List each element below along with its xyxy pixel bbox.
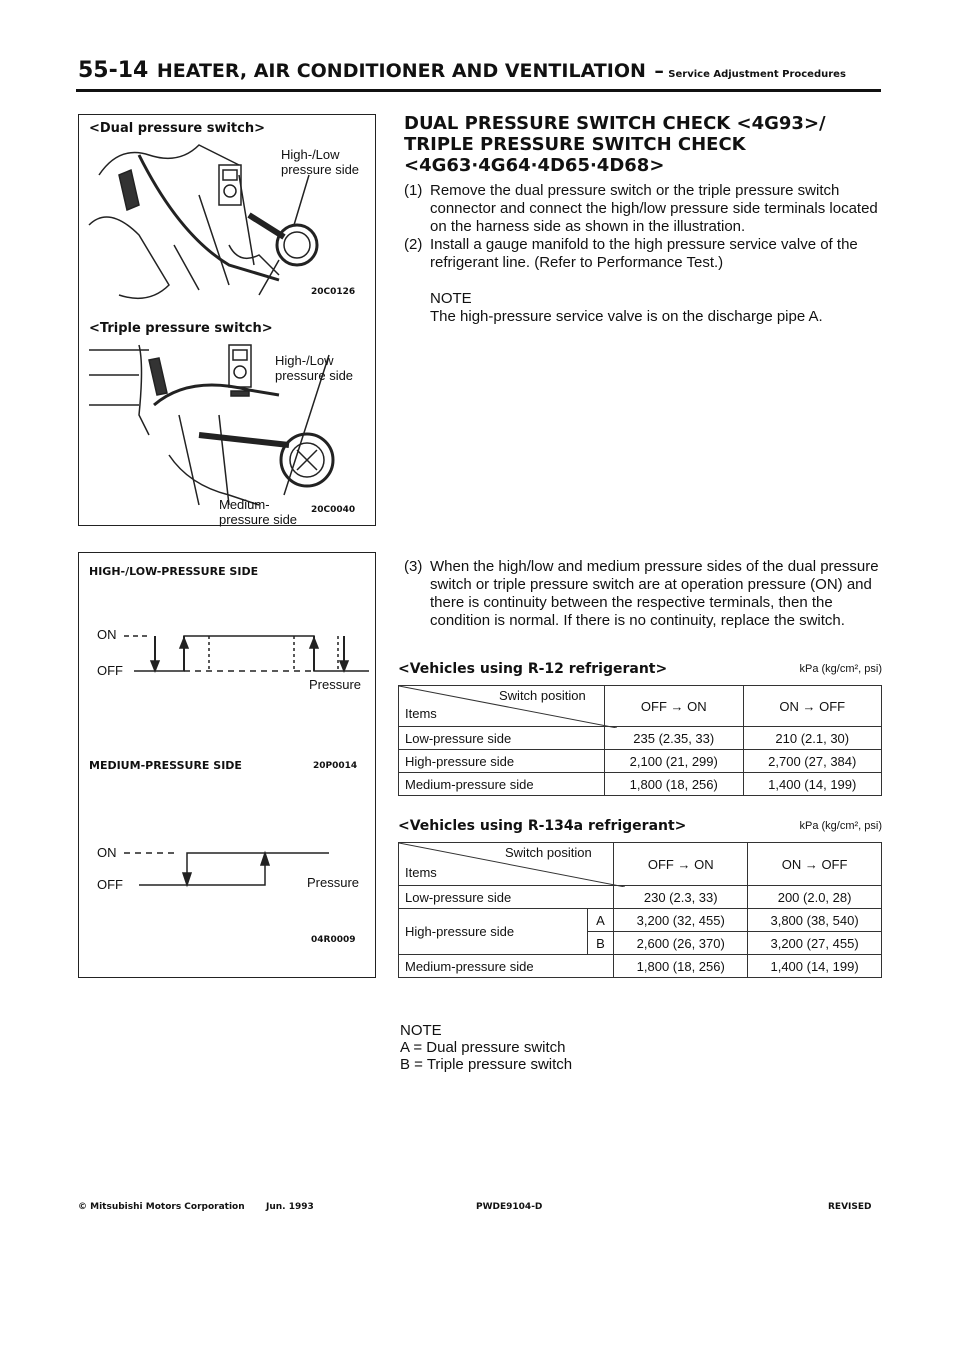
- footer-copyright: © Mitsubishi Motors Corporation: [78, 1202, 245, 1212]
- procedure-section: [404, 113, 884, 326]
- dual-callout: High-/Low pressure side: [281, 147, 360, 177]
- note-title: NOTE: [430, 290, 472, 307]
- r134a-medium-off-on: 1,800 (18, 256): [614, 955, 748, 978]
- timing-diagram-box: [78, 552, 376, 978]
- r134a-medium-on-off: 1,400 (14, 199): [748, 955, 882, 978]
- step-2: [404, 236, 884, 272]
- step-3-number: (3): [404, 558, 423, 575]
- r134a-high-a-on-off: 3,800 (38, 540): [748, 909, 882, 932]
- note-text: The high-pressure service valve is on the discharge pipe A.: [430, 308, 823, 325]
- r12-items: Items: [405, 706, 437, 721]
- r12-low-item: Low-pressure side: [399, 727, 605, 750]
- table-row: [399, 909, 882, 932]
- r134a-title: <Vehicles using R-134a refrigerant>: [398, 818, 687, 834]
- page-header: [78, 58, 878, 83]
- r134a-low-item: Low-pressure side: [399, 886, 614, 909]
- r12-table: [398, 685, 882, 796]
- high-on-label: ON: [97, 627, 117, 642]
- r134a-high-a-off-on: 3,200 (32, 455): [614, 909, 748, 932]
- r12-table-section: [398, 661, 882, 796]
- r12-title: <Vehicles using R-12 refrigerant>: [398, 661, 668, 677]
- r134a-table: [398, 842, 882, 978]
- r134a-header-corner: [399, 843, 614, 886]
- bottom-note-a: A = Dual pressure switch: [400, 1039, 566, 1056]
- step-3-text: When the high/low and medium pressure sides of the dual pressure switch or triple pressure switch are at operation pressure (ON) and there is continuity between the respective terminals, then the condition is normal. If there is no continuity, replace the switch.: [430, 558, 879, 629]
- r134a-table-section: [398, 818, 882, 978]
- diagram-figure-code: 04R0009: [311, 935, 356, 945]
- high-low-title: HIGH-/LOW-PRESSURE SIDE: [89, 565, 259, 578]
- r12-col-on-off: ON → OFF: [743, 686, 882, 727]
- step-1-text: Remove the dual pressure switch or the triple pressure switch connector and connect the high/low pressure side terminals located on the harness side as shown in the illustration.: [430, 182, 878, 235]
- step-3-list: [404, 558, 882, 630]
- r134a-switch-position: Switch position: [505, 845, 592, 860]
- medium-pressure-axis: Pressure: [307, 875, 360, 890]
- table-row: [399, 750, 882, 773]
- header-dash: –: [654, 60, 664, 82]
- step-1-number: (1): [404, 182, 423, 199]
- r12-high-off-on: 2,100 (21, 299): [605, 750, 744, 773]
- medium-on-label: ON: [97, 845, 117, 860]
- step-3-item: [404, 558, 882, 630]
- table-row: [399, 773, 882, 796]
- medium-off-label: OFF: [97, 877, 123, 892]
- footer-code: PWDE9104-D: [476, 1202, 543, 1212]
- r134a-high-a-tag: A: [587, 909, 614, 932]
- dual-figure-code: 20C0126: [311, 287, 356, 297]
- r12-col-off-on: OFF → ON: [605, 686, 744, 727]
- r134a-medium-item: Medium-pressure side: [399, 955, 614, 978]
- footer-date: Jun. 1993: [266, 1202, 314, 1212]
- switch-illustration: [78, 114, 376, 526]
- high-pressure-axis: Pressure: [309, 677, 362, 692]
- bottom-note-title: NOTE: [400, 1022, 442, 1039]
- r12-high-item: High-pressure side: [399, 750, 605, 773]
- steps-list: [404, 182, 884, 272]
- r134a-col-on-off: ON → OFF: [748, 843, 882, 886]
- page-number: 55-14: [78, 58, 149, 83]
- table-row: [399, 886, 882, 909]
- footer-revised: REVISED: [828, 1202, 872, 1212]
- bottom-note-b: B = Triple pressure switch: [400, 1056, 573, 1073]
- r134a-col-off-on: OFF → ON: [614, 843, 748, 886]
- table-row: [399, 955, 882, 978]
- step-3: [404, 558, 882, 630]
- r134a-high-item: High-pressure side: [399, 909, 588, 955]
- step-2-number: (2): [404, 236, 423, 253]
- r12-medium-off-on: 1,800 (18, 256): [605, 773, 744, 796]
- r134a-unit: kPa (kg/cm², psi): [799, 820, 882, 832]
- medium-figure-code: 20P0014: [313, 761, 358, 771]
- r12-low-off-on: 235 (2.35, 33): [605, 727, 744, 750]
- triple-callout: High-/Low pressure side: [275, 353, 354, 383]
- r12-medium-on-off: 1,400 (14, 199): [743, 773, 882, 796]
- heading-line-2: TRIPLE PRESSURE SWITCH CHECK: [404, 134, 746, 155]
- triple-medium-callout: Medium-pressure side: [219, 497, 298, 527]
- header-rule: [76, 89, 881, 92]
- r134a-high-b-off-on: 2,600 (26, 370): [614, 932, 748, 955]
- r12-header-row: [399, 686, 882, 727]
- heading-line-1: DUAL PRESSURE SWITCH CHECK <4G93>/: [404, 113, 826, 134]
- triple-switch-label: <Triple pressure switch>: [89, 321, 273, 336]
- table-row: [399, 727, 882, 750]
- high-off-label: OFF: [97, 663, 123, 678]
- r12-switch-position: Switch position: [499, 688, 586, 703]
- r134a-high-b-on-off: 3,200 (27, 455): [748, 932, 882, 955]
- triple-figure-code: 20C0040: [311, 505, 356, 515]
- r134a-high-b-tag: B: [587, 932, 614, 955]
- medium-title: MEDIUM-PRESSURE SIDE: [89, 759, 242, 772]
- r12-medium-item: Medium-pressure side: [399, 773, 605, 796]
- r12-header-corner: [399, 686, 605, 727]
- bottom-note: [400, 1022, 700, 1073]
- section-title: HEATER, AIR CONDITIONER AND VENTILATION: [156, 60, 646, 82]
- r12-low-on-off: 210 (2.1, 30): [743, 727, 882, 750]
- r134a-low-off-on: 230 (2.3, 33): [614, 886, 748, 909]
- subsection-title: Service Adjustment Procedures: [668, 69, 846, 80]
- dual-switch-label: <Dual pressure switch>: [89, 121, 265, 136]
- heading-line-3: <4G63·4G64·4D65·4D68>: [404, 155, 665, 176]
- r12-unit: kPa (kg/cm², psi): [799, 663, 882, 675]
- r12-high-on-off: 2,700 (27, 384): [743, 750, 882, 773]
- r134a-low-on-off: 200 (2.0, 28): [748, 886, 882, 909]
- step-1: [404, 182, 884, 236]
- r134a-header-row: [399, 843, 882, 886]
- step-2-text: Install a gauge manifold to the high pressure service valve of the refrigerant line. (Refer to Performance Test.): [430, 236, 858, 271]
- r134a-items: Items: [405, 865, 437, 880]
